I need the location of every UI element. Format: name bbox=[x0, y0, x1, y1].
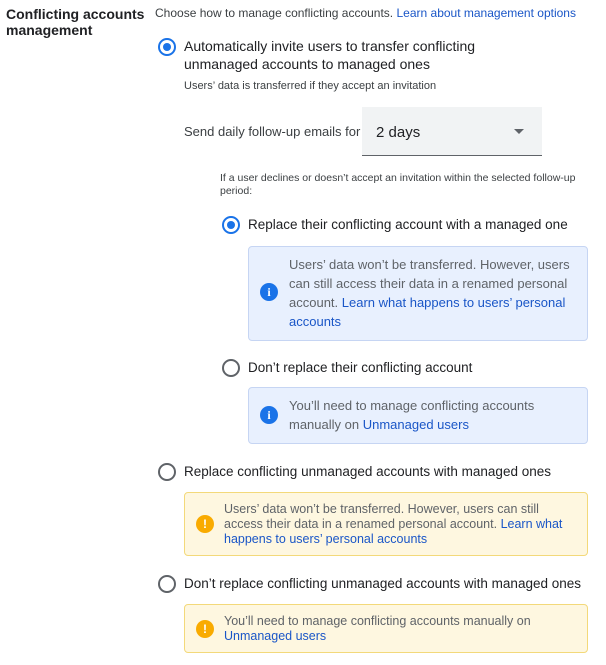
replace-unmanaged-label[interactable]: Replace conflicting unmanaged accounts with managed ones bbox=[184, 464, 551, 479]
description-text: Choose how to manage conflicting accounts. bbox=[155, 6, 394, 20]
unmanaged-users-link[interactable]: Unmanaged users bbox=[224, 629, 327, 643]
dont-replace-radio[interactable] bbox=[222, 359, 240, 377]
auto-invite-subtext: Users’ data is transferred if they accept an invitation bbox=[184, 80, 437, 92]
replace-managed-radio[interactable] bbox=[222, 216, 240, 234]
decline-text: If a user declines or doesn’t accept an invitation within the selected follow-up period: bbox=[220, 172, 576, 197]
section-description bbox=[155, 6, 576, 20]
replace-info-text bbox=[289, 255, 579, 331]
replace-managed-label[interactable]: Replace their conflicting account with a managed one bbox=[248, 217, 568, 232]
section-title: Conflicting accounts management bbox=[6, 6, 145, 38]
followup-select-value: 2 days bbox=[376, 124, 421, 141]
replace-info-box bbox=[248, 246, 588, 341]
warning-icon: ! bbox=[196, 515, 214, 533]
auto-invite-label[interactable]: Automatically invite users to transfer conflicting unmanaged accounts to managed ones bbox=[184, 38, 476, 72]
unmanaged-users-link[interactable]: Unmanaged users bbox=[362, 417, 469, 432]
replace-info-body: Users’ data won’t be transferred. However, users can still access their data in a renamed personal account. bbox=[289, 257, 570, 310]
dont-replace-label[interactable]: Don’t replace their conflicting account bbox=[248, 360, 473, 375]
dont-replace-unmanaged-warning-text bbox=[224, 614, 574, 644]
replace-info-link[interactable]: Learn what happens to users’ personal accounts bbox=[289, 295, 566, 329]
dont-replace-unmanaged-radio[interactable] bbox=[158, 575, 176, 593]
dont-replace-info-body: You’ll need to manage conflicting accounts manually on bbox=[289, 398, 535, 432]
info-icon: i bbox=[260, 406, 278, 424]
dont-replace-info-text bbox=[289, 396, 579, 434]
dont-replace-unmanaged-warning-body: You’ll need to manage conflicting accounts manually on bbox=[224, 614, 531, 628]
replace-unmanaged-warning-body: Users’ data won’t be transferred. However, users can still access their data in a renamed personal account. bbox=[224, 502, 539, 531]
warning-icon: ! bbox=[196, 620, 214, 638]
replace-unmanaged-warning-box bbox=[184, 492, 588, 556]
learn-management-options-link[interactable]: Learn about management options bbox=[396, 6, 576, 20]
followup-select[interactable] bbox=[362, 107, 542, 156]
dont-replace-info-box bbox=[248, 387, 588, 444]
replace-unmanaged-warning-text bbox=[224, 502, 574, 547]
info-icon: i bbox=[260, 283, 278, 301]
dont-replace-unmanaged-warning-box bbox=[184, 604, 588, 653]
dont-replace-unmanaged-label[interactable]: Don’t replace conflicting unmanaged accounts with managed ones bbox=[184, 576, 581, 591]
chevron-down-icon bbox=[514, 129, 524, 134]
auto-invite-radio[interactable] bbox=[158, 38, 176, 56]
replace-unmanaged-learn-link[interactable]: Learn what happens to users’ personal accounts bbox=[224, 517, 563, 546]
followup-label: Send daily follow-up emails for bbox=[184, 124, 361, 139]
replace-unmanaged-radio[interactable] bbox=[158, 463, 176, 481]
